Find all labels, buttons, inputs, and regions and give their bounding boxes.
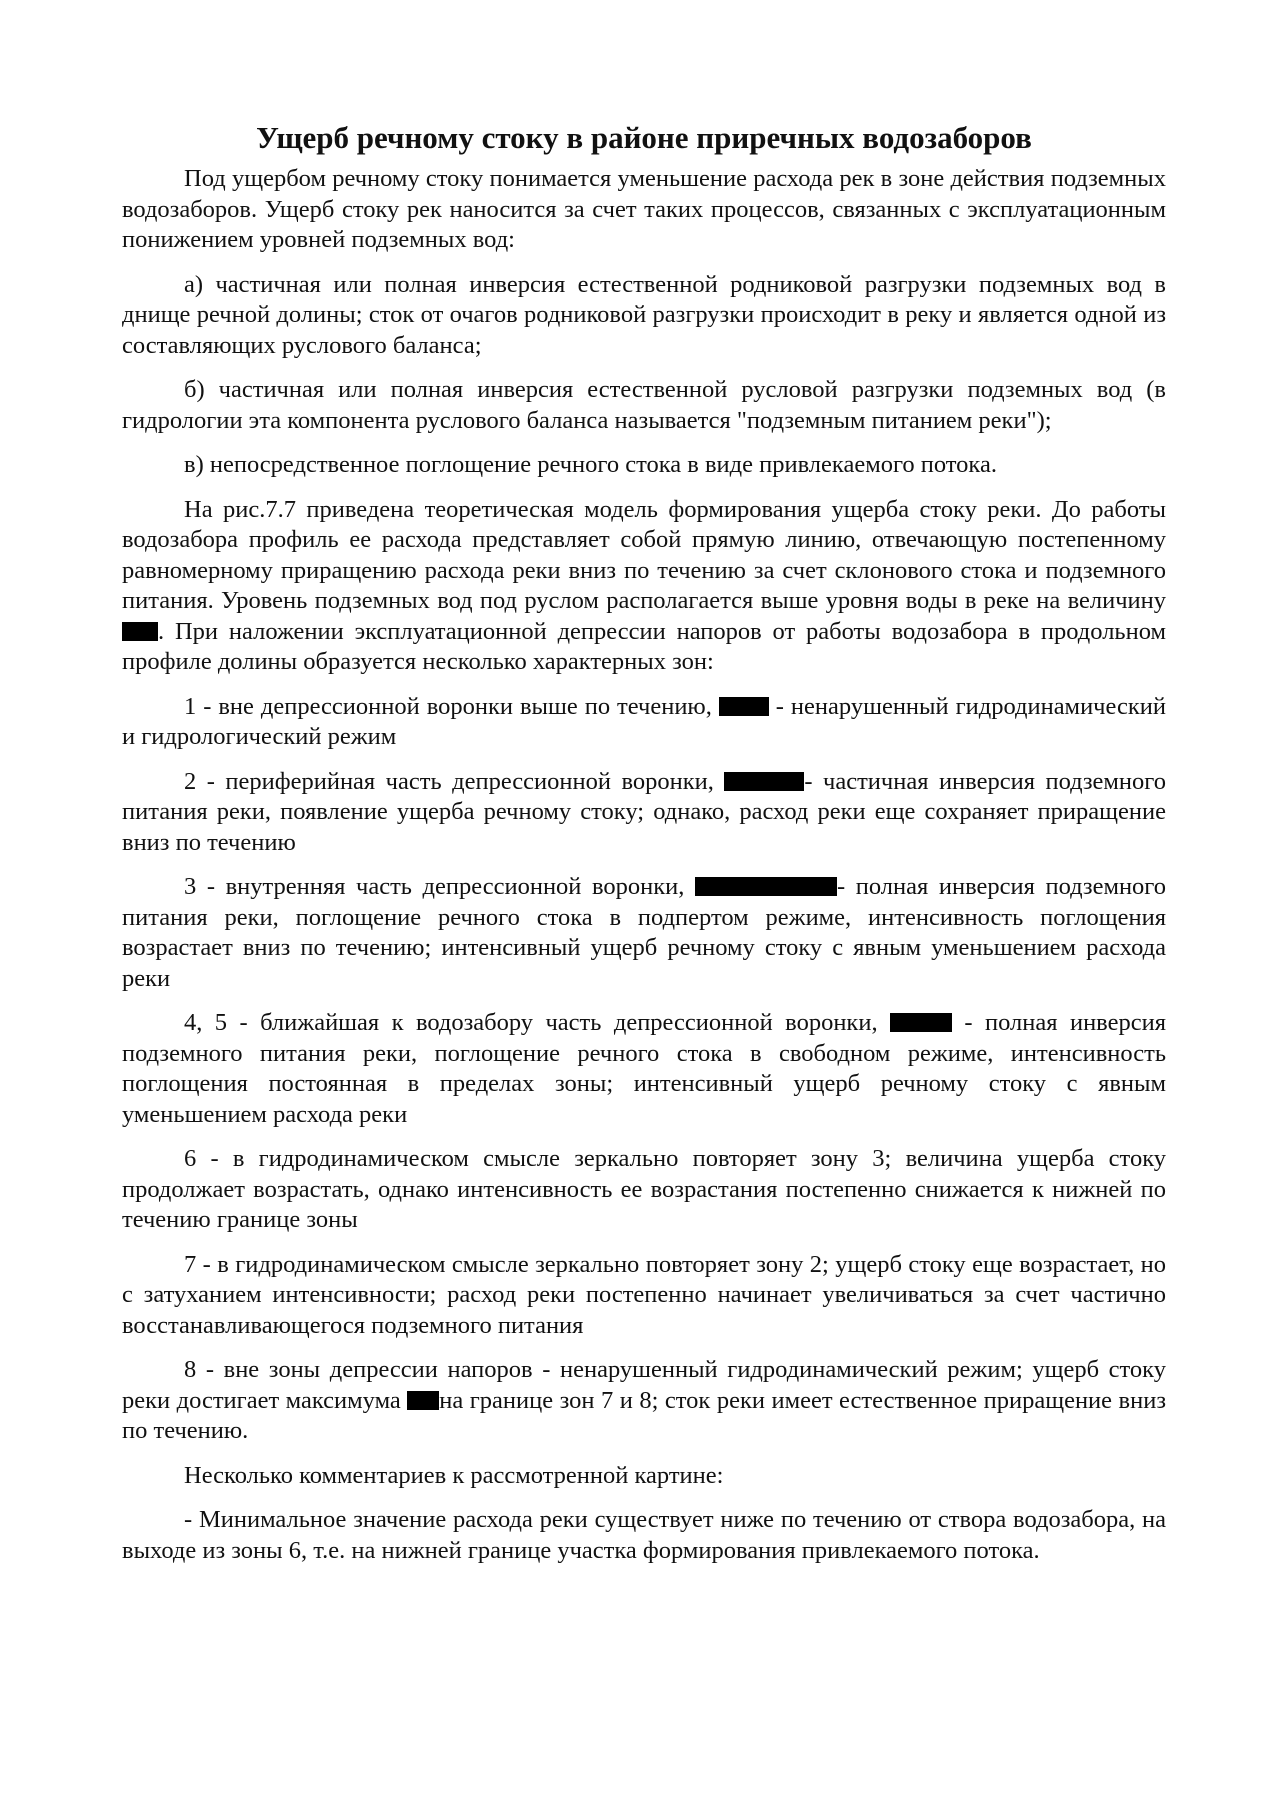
redacted-formula — [695, 877, 837, 896]
redacted-formula — [890, 1013, 952, 1032]
intro-paragraph: Под ущербом речному стоку понимается уменьшение расхода рек в зоне действия подземных водозаборов. Ущерб стоку рек наносится за счет таких процессов, связанных с эксплуатационным понижением уровней подземных вод: — [122, 165, 1166, 253]
zone-text-before: 2 - периферийная часть депрессионной воронки, — [184, 767, 725, 795]
comments-intro: Несколько комментариев к рассмотренной картине: — [184, 1461, 724, 1489]
zone-text-after: - полная инверсия подземного питания реки, поглощение речного стока в свободном режиме, интенсивность поглощения постоянная в пределах зоны; интенсивный ущерб речному стоку с явным уменьшением расхода реки — [122, 1009, 1166, 1128]
zone-text-after: на границе зон 7 и 8; сток реки имеет естественное приращение вниз по течению. — [122, 1386, 1166, 1444]
zone-text-after: - частичная инверсия подземного питания реки, появление ущерба речному стоку; однако, расход реки еще сохраняет приращение вниз по течению — [122, 767, 1166, 856]
redacted-formula — [122, 622, 158, 641]
zone-item-3 — [122, 872, 1166, 994]
zone-item-2 — [122, 767, 1166, 859]
process-item-a: а) частичная или полная инверсия естественной родниковой разгрузки подземных вод в днище речной долины; сток от очагов родниковой разгрузки происходит в реку и является одной из составляющих руслового баланса; — [122, 270, 1166, 359]
zone-text-before: 3 - внутренняя часть депрессионной воронки, — [184, 873, 695, 900]
zone-text-before: 8 - вне зоны депрессии напоров - ненарушенный гидродинамический режим; ущерб стоку реки достигает максимума — [122, 1356, 1166, 1414]
redacted-formula — [719, 697, 769, 716]
zone-text-after: - полная инверсия подземного питания реки, поглощение речного стока в подпертом режиме, интенсивность поглощения возрастает вниз по течению; интенсивный ущерб речному стоку с явным уменьшением расхода реки — [122, 873, 1166, 992]
zone-item-6: 6 - в гидродинамическом смысле зеркально повторяет зону 3; величина ущерба стоку продолжает возрастать, однако интенсивность ее возрастания постепенно снижается к нижней по течению границе зоны — [122, 1145, 1166, 1233]
comment-item: - Минимальное значение расхода реки существует ниже по течению от створа водозабора, на выходе из зоны 6, т.е. на нижней границе участка формирования привлекаемого потока. — [122, 1506, 1166, 1564]
zone-item-1 — [122, 692, 1166, 753]
zone-item-4-5 — [122, 1008, 1166, 1130]
model-text-before: На рис.7.7 приведена теоретическая модель формирования ущерба стоку реки. До работы водозабора профиль ее расхода представляет собой прямую линию, отвечающую постепенному равномерному приращению расхода реки вниз по течению за счет склонового стока и подземного питания. Уровень подземных вод под руслом располагается выше уровня воды в реке на величину — [122, 495, 1166, 614]
model-text-after: . При наложении эксплуатационной депрессии напоров от работы водозабора в продольном профиле долины образуется несколько характерных зон: — [122, 617, 1166, 675]
document-page — [122, 118, 1166, 1580]
process-item-c: в) непосредственное поглощение речного стока в виде привлекаемого потока. — [184, 451, 997, 478]
page-title: Ущерб речному стоку в районе приречных водозаборов — [256, 120, 1032, 155]
redacted-formula — [724, 772, 804, 791]
zone-text-after: - ненарушенный гидродинамический и гидрологический режим — [122, 692, 1166, 750]
process-item-b: б) частичная или полная инверсия естественной русловой разгрузки подземных вод (в гидрологии эта компонента руслового баланса называется "подземным питанием реки"); — [122, 376, 1166, 434]
model-paragraph — [122, 495, 1166, 678]
zone-text-before: 4, 5 - ближайшая к водозабору часть депрессионной воронки, — [184, 1009, 890, 1036]
zone-item-8 — [122, 1355, 1166, 1447]
zone-text-before: 1 - вне депрессионной воронки выше по течению, — [184, 692, 719, 720]
zone-item-7: 7 - в гидродинамическом смысле зеркально повторяет зону 2; ущерб стоку еще возрастает, но с затуханием интенсивности; расход реки постепенно начинает увеличиваться за счет частично восстанавливающегося подземного питания — [122, 1250, 1166, 1339]
redacted-formula — [407, 1391, 439, 1410]
